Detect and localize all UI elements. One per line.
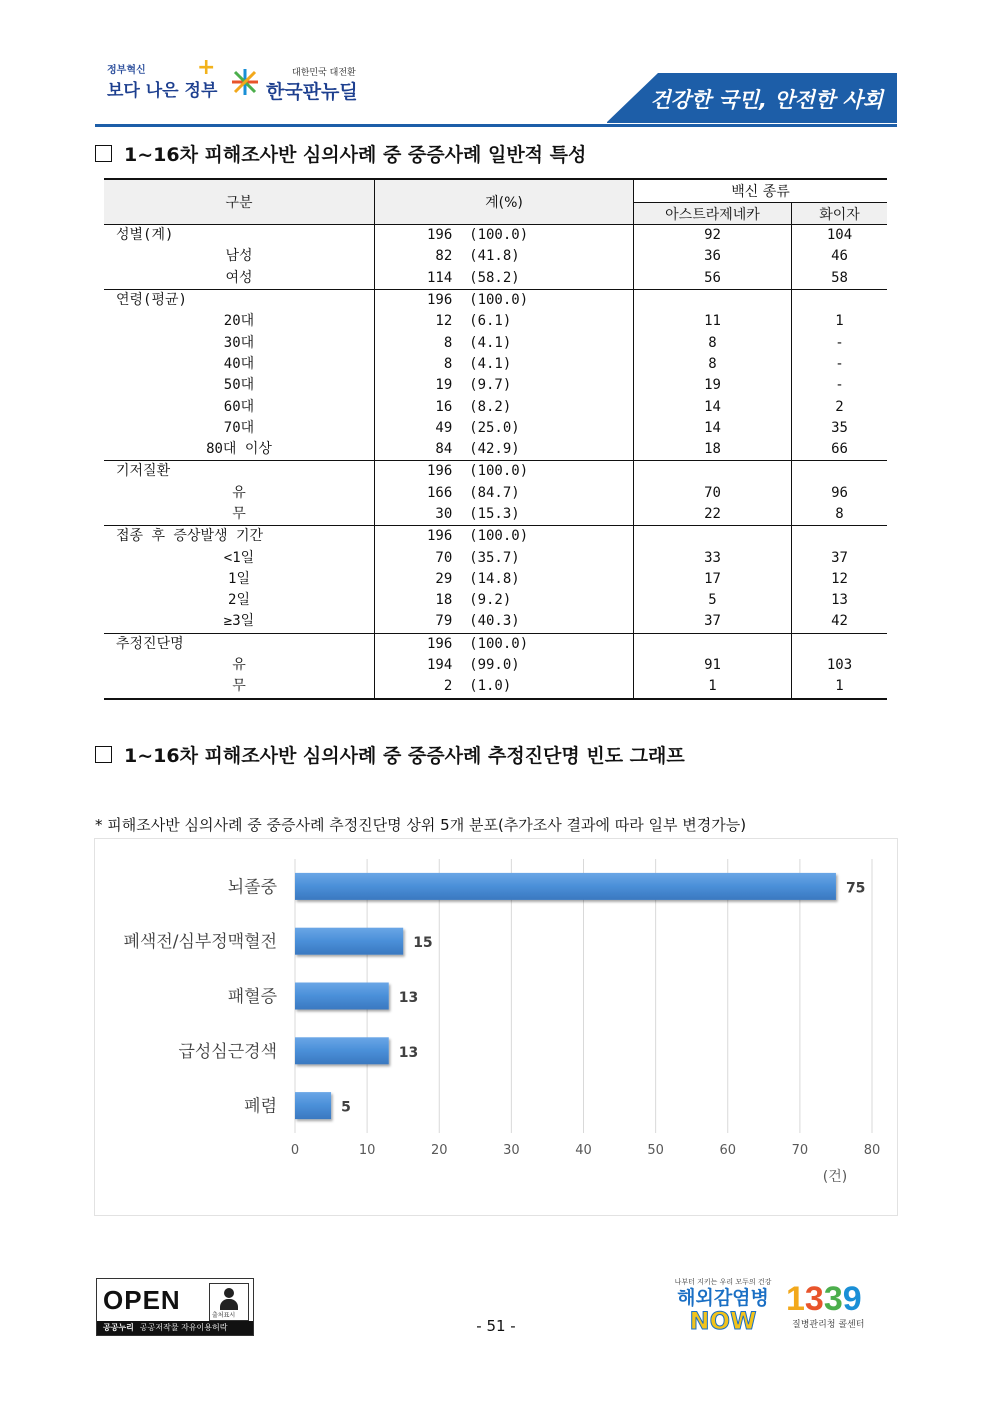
az-cell: 37 [634,611,792,633]
pfizer-cell [792,633,888,655]
total-cell: 196 (100.0) [375,225,634,247]
section-title-characteristics [95,140,586,167]
bar-chart-svg [95,839,897,1215]
starburst-icon [230,67,260,97]
col-header-vaccine-group: 백신 종류 [634,179,888,203]
row-label-cell: 유 [104,483,375,504]
total-cell: 19 (9.7) [375,375,634,396]
row-label-cell: 30대 [104,332,375,353]
pfizer-cell: - [835,334,844,351]
category-label: 폐렴 [244,1096,277,1117]
az-cell [634,461,792,483]
section-title-chart [95,741,685,768]
row-label-cell: 남성 [104,246,375,267]
az-cell [634,633,792,655]
now-word: NOW [689,1307,757,1335]
pfizer-cell: 42 [831,613,848,630]
row-label-cell: 2일 [104,590,375,611]
az-cell: 8 [634,332,792,353]
az-cell: 11 [634,311,792,332]
hotline-digit: 9 [842,1280,862,1318]
total-cell: 84 (42.9) [375,439,634,461]
pfizer-cell: 1 [792,676,888,698]
pfizer-cell: 46 [831,248,848,265]
row-label-cell: 50대 [104,375,375,396]
category-label: 급성심근경색 [178,1041,277,1062]
category-label: 뇌졸중 [227,877,277,898]
total-cell: 12 (6.1) [375,311,634,332]
table-row [104,332,887,353]
table-row [104,676,887,698]
overseas-infection-now-logo [668,1277,778,1339]
hotline-caption: 질병관리청 콜센터 [792,1320,865,1330]
col-header-az: 아스트라제네카 [634,203,792,225]
table-row [104,655,887,676]
slogan-banner [607,73,897,123]
az-cell: 19 [634,375,792,396]
section-title-text: 1~16차 피해조사반 심의사례 중 중증사례 추정진단명 빈도 그래프 [124,745,685,767]
attribution-label: 출처표시 [212,1312,236,1319]
slogan-text: 건강한 국민, 안전한 사회 [650,88,883,112]
x-tick-label: 60 [719,1143,737,1158]
az-cell: 17 [634,569,792,590]
group-label-cell: 연령(평균) [104,289,375,311]
x-tick-label: 70 [791,1143,809,1158]
kogl-bold-label: 공공누리 [103,1323,134,1332]
now-tagline: 나부터 지키는 우리 모두의 건강 [674,1278,772,1286]
bar [295,1092,331,1119]
row-label-cell: 무 [104,676,375,698]
pfizer-cell: 8 [835,506,844,522]
table-row [104,268,887,290]
pfizer-cell [792,526,888,548]
gov-innovation-logo [107,55,218,101]
table-row [104,439,887,461]
col-header-pfizer: 화이자 [792,203,888,225]
total-cell: 79 (40.3) [375,611,634,633]
table-group-row [104,633,887,655]
az-cell: 22 [634,504,792,526]
pfizer-cell: 1 [835,313,844,330]
data-label: 5 [341,1099,351,1116]
total-cell: 18 (9.2) [375,590,634,611]
pfizer-cell: 35 [831,419,848,436]
row-label-cell: 1일 [104,569,375,590]
total-cell: 29 (14.8) [375,569,634,590]
page-header [95,55,897,127]
group-label-cell: 기저질환 [104,461,375,483]
table-body [104,225,887,699]
table-row [104,354,887,375]
row-label-cell: 무 [104,504,375,526]
group-label-cell: 접종 후 증상발생 기간 [104,526,375,548]
pfizer-cell: - [835,377,844,394]
x-tick-label: 30 [503,1143,520,1158]
pfizer-cell: 96 [831,484,848,501]
total-cell: 16 (8.2) [375,396,634,417]
chart-note: * 피해조사반 심의사례 중 중증사례 추정진단명 상위 5개 분포(추가조사 결과에 따라 일부 변경가능) [95,816,747,834]
total-cell: 196 (100.0) [375,289,634,311]
row-label-cell: 유 [104,655,375,676]
x-tick-label: 50 [647,1143,664,1158]
group-label-cell: 추정진단명 [104,633,375,655]
hotline-digit: 3 [823,1280,843,1318]
az-cell: 70 [634,483,792,504]
hotline-digit: 1 [786,1280,805,1318]
az-cell: 8 [634,354,792,375]
row-label-cell: 80대 이상 [104,439,375,461]
new-deal-big-text: 한국판뉴딜 [266,81,358,103]
table-row [104,569,887,590]
total-cell: 196 (100.0) [375,633,634,655]
open-wordmark: OPEN [103,1285,181,1315]
pfizer-cell [792,289,888,311]
row-label-cell: 20대 [104,311,375,332]
az-cell: 14 [634,396,792,417]
az-cell: 92 [634,225,792,247]
header-divider [95,124,897,127]
pfizer-cell: 66 [831,441,848,458]
az-cell: 91 [634,655,792,676]
attribution-person-icon [209,1283,249,1321]
gov-logo-small-text: 정부혁신 [107,65,146,76]
total-cell: 82 (41.8) [375,246,634,267]
az-cell: 14 [634,418,792,439]
az-cell [634,526,792,548]
pfizer-cell [792,461,888,483]
az-cell: 36 [634,246,792,267]
now-title: 해외감염병 [677,1287,769,1309]
table-group-row [104,526,887,548]
row-label-cell: 70대 [104,418,375,439]
plus-icon: + [197,55,216,80]
az-cell: 5 [634,590,792,611]
total-cell: 49 (25.0) [375,418,634,439]
az-cell: 56 [634,268,792,290]
table-row [104,311,887,332]
total-cell: 196 (100.0) [375,526,634,548]
group-label-cell: 성별(계) [104,225,375,247]
hotline-digits [786,1281,898,1317]
data-label: 75 [845,880,866,897]
pfizer-cell: 2 [835,398,844,415]
total-cell: 114 (58.2) [375,268,634,290]
row-label-cell: 60대 [104,396,375,417]
new-deal-small-text: 대한민국 대전환 [292,68,356,78]
col-header-category: 구분 [104,179,375,225]
row-label-cell: 40대 [104,354,375,375]
total-cell: 166 (84.7) [375,483,634,504]
hotline-digit: 3 [804,1280,824,1318]
table-group-row [104,461,887,483]
page-number: - 51 - [476,1317,516,1335]
category-label: 폐색전/심부정맥혈전 [123,932,277,953]
total-cell: 8 (4.1) [375,332,634,353]
table-row [104,396,887,417]
az-cell [634,289,792,311]
gov-logo-big-text: 보다 나은 정부 [107,81,218,101]
total-cell: 8 (4.1) [375,354,634,375]
table-row [104,375,887,396]
total-cell: 196 (100.0) [375,461,634,483]
row-label-cell: ≥3일 [104,611,375,633]
table-group-row [104,289,887,311]
total-cell: 70 (35.7) [375,547,634,568]
checkbox-square-icon [95,746,112,763]
x-tick-label: 80 [863,1143,881,1158]
bar [295,983,389,1010]
table-row [104,246,887,267]
x-tick-label: 20 [430,1143,448,1158]
data-label: 15 [413,935,433,952]
x-tick-label: 40 [575,1143,592,1158]
az-cell: 18 [634,439,792,461]
characteristics-table [104,178,887,700]
total-cell: 2 (1.0) [375,676,634,698]
table-row [104,418,887,439]
pfizer-cell: 13 [831,592,848,609]
x-tick-label: 10 [358,1143,376,1158]
pfizer-cell: 104 [792,225,888,247]
az-cell: 33 [634,547,792,568]
bar [295,873,836,900]
data-label: 13 [398,990,419,1006]
table-row [104,504,887,526]
diagnosis-frequency-chart [94,838,898,1216]
data-label: 13 [398,1044,419,1061]
x-tick-label: 0 [290,1143,300,1158]
table-row [104,547,887,568]
kogl-caption-text: 공공저작물 자유이용허락 [139,1323,228,1332]
total-cell: 30 (15.3) [375,504,634,526]
x-axis-unit-label: (건) [822,1169,848,1185]
row-label-cell: 여성 [104,268,375,290]
checkbox-square-icon [95,145,112,162]
row-label-cell: <1일 [104,547,375,568]
pfizer-cell: 58 [831,269,848,286]
table-row [104,590,887,611]
az-cell: 1 [634,676,792,698]
pfizer-cell: 103 [826,657,853,674]
total-cell: 194 (99.0) [375,655,634,676]
table-row [104,611,887,633]
pfizer-cell: 37 [831,549,848,566]
category-label: 패혈증 [227,987,277,1007]
pfizer-cell: 12 [831,570,848,587]
section-title-text: 1~16차 피해조사반 심의사례 중 중증사례 일반적 특성 [124,144,587,166]
bar [295,1037,389,1064]
table-row [104,483,887,504]
kdca-1339-callcenter-logo [786,1281,898,1341]
col-header-total: 계(%) [375,179,634,225]
pfizer-cell: - [835,355,844,372]
bar [295,928,403,955]
table-group-row [104,225,887,247]
